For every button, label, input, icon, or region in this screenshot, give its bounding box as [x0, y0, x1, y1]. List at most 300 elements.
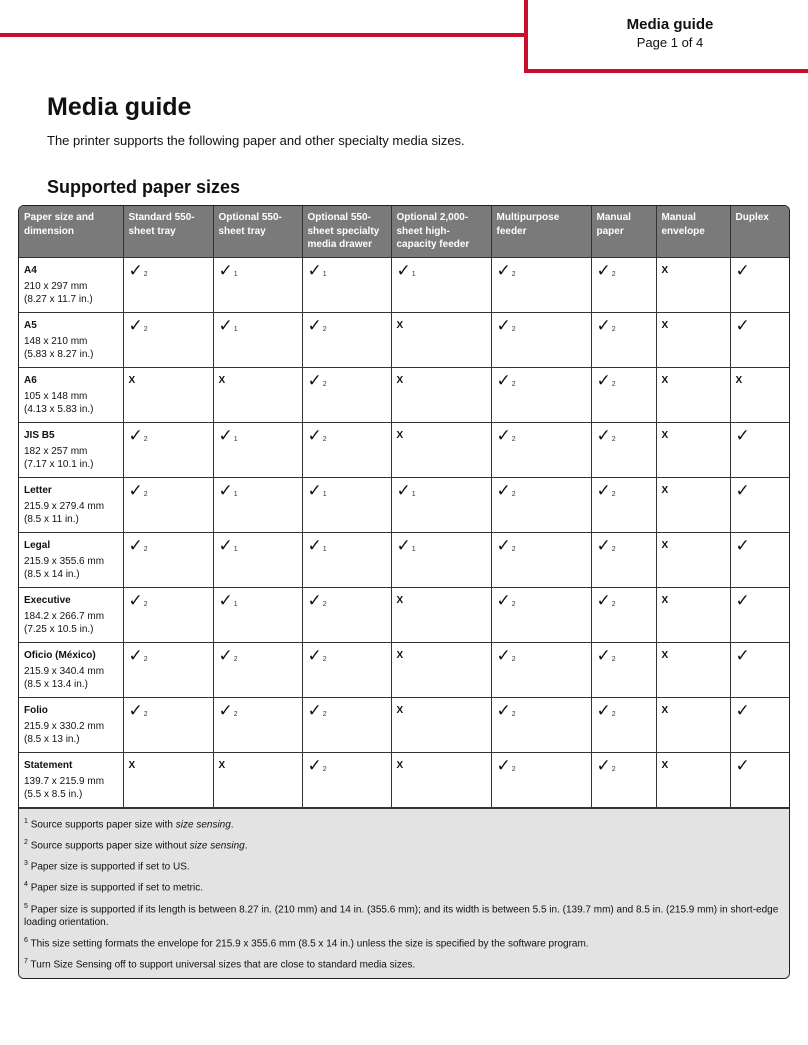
check-footnote-ref: 2	[322, 435, 327, 443]
paper-size-inches: (8.27 x 11.7 in.)	[24, 293, 93, 305]
footnote-emphasis: size sensing	[175, 818, 231, 830]
checkmark-icon: ✓	[218, 480, 233, 501]
check-footnote-ref: 2	[511, 600, 516, 608]
paper-size-cell	[19, 312, 123, 367]
check-footnote-ref: 2	[511, 655, 516, 663]
paper-size-inches: (7.25 x 10.5 in.)	[24, 623, 94, 635]
support-cell	[302, 477, 391, 532]
footnote	[24, 878, 784, 894]
paper-size-cell	[19, 752, 123, 807]
check-footnote-ref: 1	[233, 435, 238, 443]
not-supported-mark: X	[735, 374, 743, 386]
checkmark-icon: ✓	[596, 535, 611, 556]
column-header: Optional 550-sheet specialty media drawer	[302, 206, 391, 257]
checkmark-icon: ✓	[307, 315, 322, 336]
not-supported-mark: X	[661, 759, 669, 771]
check-footnote-ref: 1	[411, 545, 416, 553]
support-cell	[123, 697, 213, 752]
paper-size-name: Statement	[24, 759, 73, 771]
support-cell	[730, 642, 789, 697]
support-cell	[591, 532, 656, 587]
checkmark-icon: ✓	[596, 590, 611, 611]
checkmark-icon: ✓	[128, 480, 143, 501]
checkmark-icon: ✓	[218, 315, 233, 336]
paper-size-mm: 215.9 x 330.2 mm	[24, 720, 105, 732]
checkmark-icon: ✓	[496, 700, 511, 721]
check-footnote-ref: 2	[143, 325, 148, 333]
support-cell	[491, 587, 591, 642]
support-cell	[391, 477, 491, 532]
check-footnote-ref: 1	[233, 545, 238, 553]
footnote-tail: .	[244, 840, 248, 852]
check-footnote-ref: 2	[611, 380, 616, 388]
table-row	[19, 257, 789, 312]
not-supported-mark: X	[661, 594, 669, 606]
check-footnote-ref: 1	[322, 545, 327, 553]
support-cell	[302, 697, 391, 752]
header-rule-right	[524, 69, 808, 73]
support-cell	[730, 532, 789, 587]
paper-size-inches: (8.5 x 14 in.)	[24, 568, 80, 580]
paper-size-mm: 105 x 148 mm	[24, 390, 88, 402]
not-supported-mark: X	[396, 594, 404, 606]
checkmark-icon: ✓	[307, 480, 322, 501]
paper-size-name: Legal	[24, 539, 51, 551]
support-cell	[491, 367, 591, 422]
support-cell	[391, 587, 491, 642]
table-row	[19, 422, 789, 477]
support-cell	[491, 642, 591, 697]
check-footnote-ref: 2	[322, 655, 327, 663]
not-supported-mark: X	[396, 374, 404, 386]
footnote-number: 7	[24, 958, 28, 966]
column-header: Duplex	[730, 206, 789, 257]
footnote-number: 3	[24, 860, 28, 868]
checkmark-icon: ✓	[596, 260, 611, 281]
checkmark-icon: ✓	[307, 425, 322, 446]
support-cell	[656, 752, 730, 807]
checkmark-icon: ✓	[128, 700, 143, 721]
support-cell	[491, 422, 591, 477]
page-header	[560, 16, 780, 50]
support-cell	[491, 532, 591, 587]
support-cell	[391, 257, 491, 312]
check-footnote-ref: 1	[322, 490, 327, 498]
support-cell	[491, 752, 591, 807]
support-cell	[591, 752, 656, 807]
check-footnote-ref: 1	[233, 600, 238, 608]
paper-size-name: Folio	[24, 704, 48, 716]
checkmark-icon: ✓	[307, 700, 322, 721]
paper-size-inches: (5.5 x 8.5 in.)	[24, 788, 83, 800]
support-cell	[213, 752, 302, 807]
check-footnote-ref: 1	[411, 490, 416, 498]
support-cell	[213, 257, 302, 312]
support-cell	[123, 532, 213, 587]
support-cell	[656, 312, 730, 367]
check-footnote-ref: 2	[143, 490, 148, 498]
support-cell	[391, 367, 491, 422]
paper-size-cell	[19, 697, 123, 752]
checkmark-icon: ✓	[396, 535, 411, 556]
support-cell	[591, 642, 656, 697]
check-footnote-ref: 2	[143, 435, 148, 443]
not-supported-mark: X	[661, 539, 669, 551]
footnote-text: Source supports paper size with	[30, 818, 176, 830]
column-header: Manual paper	[591, 206, 656, 257]
support-cell	[656, 642, 730, 697]
footnote-text: Paper size is supported if set to US.	[30, 861, 190, 873]
support-cell	[123, 642, 213, 697]
check-footnote-ref: 1	[233, 270, 238, 278]
support-cell	[491, 257, 591, 312]
check-footnote-ref: 1	[233, 325, 238, 333]
not-supported-mark: X	[218, 759, 226, 771]
column-header: Optional 550-sheet tray	[213, 206, 302, 257]
footnotes	[19, 808, 789, 978]
check-footnote-ref: 2	[511, 765, 516, 773]
check-footnote-ref: 2	[611, 600, 616, 608]
table-row	[19, 752, 789, 807]
footnote-number: 5	[24, 902, 28, 910]
checkmark-icon: ✓	[218, 590, 233, 611]
paper-size-inches: (8.5 x 13.4 in.)	[24, 678, 88, 690]
checkmark-icon: ✓	[128, 425, 143, 446]
footnote-number: 2	[24, 838, 28, 846]
support-cell	[391, 697, 491, 752]
paper-size-inches: (5.83 x 8.27 in.)	[24, 348, 94, 360]
support-cell	[391, 532, 491, 587]
support-cell	[591, 697, 656, 752]
support-cell	[656, 477, 730, 532]
column-header: Manual envelope	[656, 206, 730, 257]
column-header: Multipurpose feeder	[491, 206, 591, 257]
paper-sizes-table	[18, 205, 790, 979]
checkmark-icon: ✓	[128, 645, 143, 666]
support-cell	[491, 697, 591, 752]
checkmark-icon: ✓	[735, 590, 750, 611]
support-cell	[123, 257, 213, 312]
check-footnote-ref: 2	[233, 655, 238, 663]
not-supported-mark: X	[661, 484, 669, 496]
checkmark-icon: ✓	[496, 370, 511, 391]
checkmark-icon: ✓	[218, 260, 233, 281]
support-cell	[730, 422, 789, 477]
not-supported-mark: X	[661, 429, 669, 441]
check-footnote-ref: 2	[143, 655, 148, 663]
table-row	[19, 532, 789, 587]
support-cell	[730, 367, 789, 422]
paper-size-mm: 182 x 257 mm	[24, 445, 88, 457]
checkmark-icon: ✓	[496, 480, 511, 501]
support-cell	[491, 312, 591, 367]
footnote	[24, 934, 784, 950]
support-cell	[656, 257, 730, 312]
support-cell	[302, 532, 391, 587]
checkmark-icon: ✓	[596, 700, 611, 721]
footnote	[24, 900, 784, 929]
support-cell	[391, 422, 491, 477]
checkmark-icon: ✓	[596, 370, 611, 391]
support-cell	[302, 642, 391, 697]
support-cell	[591, 257, 656, 312]
support-cell	[213, 697, 302, 752]
checkmark-icon: ✓	[735, 645, 750, 666]
footnote-text: Turn Size Sensing off to support universal sizes that are close to standard media sizes.	[30, 959, 416, 971]
header-rule-vertical	[524, 0, 528, 73]
checkmark-icon: ✓	[128, 260, 143, 281]
support-cell	[213, 587, 302, 642]
not-supported-mark: X	[128, 374, 136, 386]
paper-size-name: A5	[24, 319, 37, 331]
footnote-number: 4	[24, 881, 28, 889]
footnote	[24, 955, 784, 971]
table-row	[19, 642, 789, 697]
support-cell	[391, 642, 491, 697]
support-cell	[656, 422, 730, 477]
paper-size-inches: (8.5 x 13 in.)	[24, 733, 80, 745]
column-header: Paper size and dimension	[19, 206, 123, 257]
checkmark-icon: ✓	[735, 535, 750, 556]
check-footnote-ref: 2	[511, 435, 516, 443]
support-cell	[730, 587, 789, 642]
support-cell	[302, 587, 391, 642]
table-row	[19, 477, 789, 532]
support-cell	[123, 477, 213, 532]
not-supported-mark: X	[396, 759, 404, 771]
checkmark-icon: ✓	[307, 260, 322, 281]
check-footnote-ref: 2	[322, 325, 327, 333]
check-footnote-ref: 2	[611, 545, 616, 553]
support-cell	[656, 697, 730, 752]
paper-size-mm: 184.2 x 266.7 mm	[24, 610, 105, 622]
footnote-text: Paper size is supported if its length is between 8.27 in. (210 mm) and 14 in. (355.6 mm); and its width is between 5.5 in. (139.7 mm) and 8.5 in. (215.9 mm) in short-edge loading orientation.	[24, 904, 779, 929]
support-cell	[213, 312, 302, 367]
checkmark-icon: ✓	[496, 590, 511, 611]
paper-size-mm: 148 x 210 mm	[24, 335, 88, 347]
footnote	[24, 836, 784, 852]
support-cell	[123, 312, 213, 367]
paper-size-cell	[19, 532, 123, 587]
support-cell	[730, 312, 789, 367]
table-body	[19, 257, 789, 807]
support-cell	[730, 257, 789, 312]
checkmark-icon: ✓	[218, 700, 233, 721]
checkmark-icon: ✓	[596, 480, 611, 501]
check-footnote-ref: 2	[611, 655, 616, 663]
checkmark-icon: ✓	[307, 535, 322, 556]
support-cell	[656, 532, 730, 587]
check-footnote-ref: 2	[511, 380, 516, 388]
checkmark-icon: ✓	[596, 315, 611, 336]
checkmark-icon: ✓	[218, 535, 233, 556]
not-supported-mark: X	[396, 319, 404, 331]
support-cell	[302, 752, 391, 807]
checkmark-icon: ✓	[128, 535, 143, 556]
not-supported-mark: X	[661, 649, 669, 661]
support-cell	[591, 422, 656, 477]
checkmark-icon: ✓	[307, 645, 322, 666]
check-footnote-ref: 2	[143, 710, 148, 718]
paper-size-cell	[19, 587, 123, 642]
check-footnote-ref: 2	[322, 380, 327, 388]
paper-size-name: Executive	[24, 594, 71, 606]
check-footnote-ref: 2	[611, 765, 616, 773]
not-supported-mark: X	[396, 704, 404, 716]
paper-size-cell	[19, 422, 123, 477]
footnote	[24, 857, 784, 873]
checkmark-icon: ✓	[218, 425, 233, 446]
checkmark-icon: ✓	[307, 370, 322, 391]
support-cell	[656, 367, 730, 422]
checkmark-icon: ✓	[596, 755, 611, 776]
checkmark-icon: ✓	[396, 480, 411, 501]
checkmark-icon: ✓	[735, 260, 750, 281]
checkmark-icon: ✓	[735, 755, 750, 776]
checkmark-icon: ✓	[596, 425, 611, 446]
footnote-text: Source supports paper size without	[30, 840, 190, 852]
footnote	[24, 815, 784, 831]
footnote-tail: .	[230, 818, 234, 830]
support-cell	[491, 477, 591, 532]
support-cell	[302, 312, 391, 367]
paper-size-mm: 139.7 x 215.9 mm	[24, 775, 105, 787]
not-supported-mark: X	[661, 374, 669, 386]
check-footnote-ref: 2	[143, 600, 148, 608]
table-row	[19, 697, 789, 752]
checkmark-icon: ✓	[496, 535, 511, 556]
not-supported-mark: X	[396, 649, 404, 661]
checkmark-icon: ✓	[735, 425, 750, 446]
check-footnote-ref: 2	[511, 710, 516, 718]
support-cell	[591, 587, 656, 642]
support-cell	[730, 752, 789, 807]
paper-size-mm: 210 x 297 mm	[24, 280, 88, 292]
checkmark-icon: ✓	[307, 590, 322, 611]
check-footnote-ref: 2	[511, 325, 516, 333]
check-footnote-ref: 2	[143, 270, 148, 278]
page-title: Media guide	[47, 93, 192, 121]
paper-size-inches: (8.5 x 11 in.)	[24, 513, 79, 525]
header-rule-left	[0, 33, 528, 37]
footnote-number: 1	[24, 817, 28, 825]
support-cell	[213, 422, 302, 477]
support-cell	[213, 477, 302, 532]
column-header: Standard 550-sheet tray	[123, 206, 213, 257]
section-title: Supported paper sizes	[47, 177, 241, 197]
not-supported-mark: X	[218, 374, 226, 386]
checkmark-icon: ✓	[307, 755, 322, 776]
support-cell	[213, 642, 302, 697]
paper-size-cell	[19, 642, 123, 697]
footnote-emphasis: size sensing	[189, 840, 245, 852]
support-cell	[302, 422, 391, 477]
check-footnote-ref: 2	[511, 490, 516, 498]
check-footnote-ref: 1	[322, 270, 327, 278]
header-title: Media guide	[626, 16, 714, 33]
check-footnote-ref: 2	[322, 600, 327, 608]
support-cell	[123, 422, 213, 477]
paper-size-mm: 215.9 x 355.6 mm	[24, 555, 105, 567]
support-cell	[123, 367, 213, 422]
support-cell	[213, 367, 302, 422]
check-footnote-ref: 2	[611, 490, 616, 498]
paper-size-name: JIS B5	[24, 429, 55, 441]
support-cell	[302, 367, 391, 422]
check-footnote-ref: 1	[411, 270, 416, 278]
check-footnote-ref: 2	[511, 270, 516, 278]
check-footnote-ref: 2	[322, 710, 327, 718]
support-cell	[123, 752, 213, 807]
check-footnote-ref: 2	[611, 710, 616, 718]
checkmark-icon: ✓	[218, 645, 233, 666]
checkmark-icon: ✓	[596, 645, 611, 666]
checkmark-icon: ✓	[128, 590, 143, 611]
check-footnote-ref: 2	[322, 765, 327, 773]
support-cell	[213, 532, 302, 587]
check-footnote-ref: 2	[611, 325, 616, 333]
check-footnote-ref: 2	[511, 545, 516, 553]
intro-paragraph: The printer supports the following paper and other specialty media sizes.	[47, 133, 465, 148]
checkmark-icon: ✓	[735, 700, 750, 721]
checkmark-icon: ✓	[735, 480, 750, 501]
checkmark-icon: ✓	[496, 260, 511, 281]
not-supported-mark: X	[661, 704, 669, 716]
paper-size-mm: 215.9 x 340.4 mm	[24, 665, 105, 677]
support-cell	[591, 477, 656, 532]
not-supported-mark: X	[661, 319, 669, 331]
paper-size-inches: (4.13 x 5.83 in.)	[24, 403, 94, 415]
checkmark-icon: ✓	[496, 645, 511, 666]
paper-size-inches: (7.17 x 10.1 in.)	[24, 458, 94, 470]
table-row	[19, 312, 789, 367]
footnote-text: Paper size is supported if set to metric.	[30, 882, 203, 894]
checkmark-icon: ✓	[735, 315, 750, 336]
check-footnote-ref: 2	[611, 435, 616, 443]
check-footnote-ref: 2	[611, 270, 616, 278]
table-row	[19, 367, 789, 422]
check-footnote-ref: 2	[233, 710, 238, 718]
paper-size-cell	[19, 367, 123, 422]
support-cell	[656, 587, 730, 642]
paper-size-name: A4	[24, 264, 37, 276]
paper-size-mm: 215.9 x 279.4 mm	[24, 500, 105, 512]
paper-size-cell	[19, 477, 123, 532]
paper-size-name: Letter	[24, 484, 52, 496]
checkmark-icon: ✓	[496, 315, 511, 336]
checkmark-icon: ✓	[128, 315, 143, 336]
table-row	[19, 587, 789, 642]
footnote-text: This size setting formats the envelope for 215.9 x 355.6 mm (8.5 x 14 in.) unless the size is specified by the software program.	[30, 938, 589, 950]
support-cell	[730, 697, 789, 752]
checkmark-icon: ✓	[496, 755, 511, 776]
checkmark-icon: ✓	[396, 260, 411, 281]
footnote-number: 6	[24, 937, 28, 945]
support-cell	[730, 477, 789, 532]
check-footnote-ref: 1	[233, 490, 238, 498]
support-cell	[391, 312, 491, 367]
column-header: Optional 2,000-sheet high-capacity feeder	[391, 206, 491, 257]
not-supported-mark: X	[128, 759, 136, 771]
support-cell	[123, 587, 213, 642]
support-cell	[591, 367, 656, 422]
support-cell	[591, 312, 656, 367]
header-page-number: Page 1 of 4	[636, 35, 704, 50]
check-footnote-ref: 2	[143, 545, 148, 553]
support-cell	[302, 257, 391, 312]
checkmark-icon: ✓	[496, 425, 511, 446]
paper-size-cell	[19, 257, 123, 312]
